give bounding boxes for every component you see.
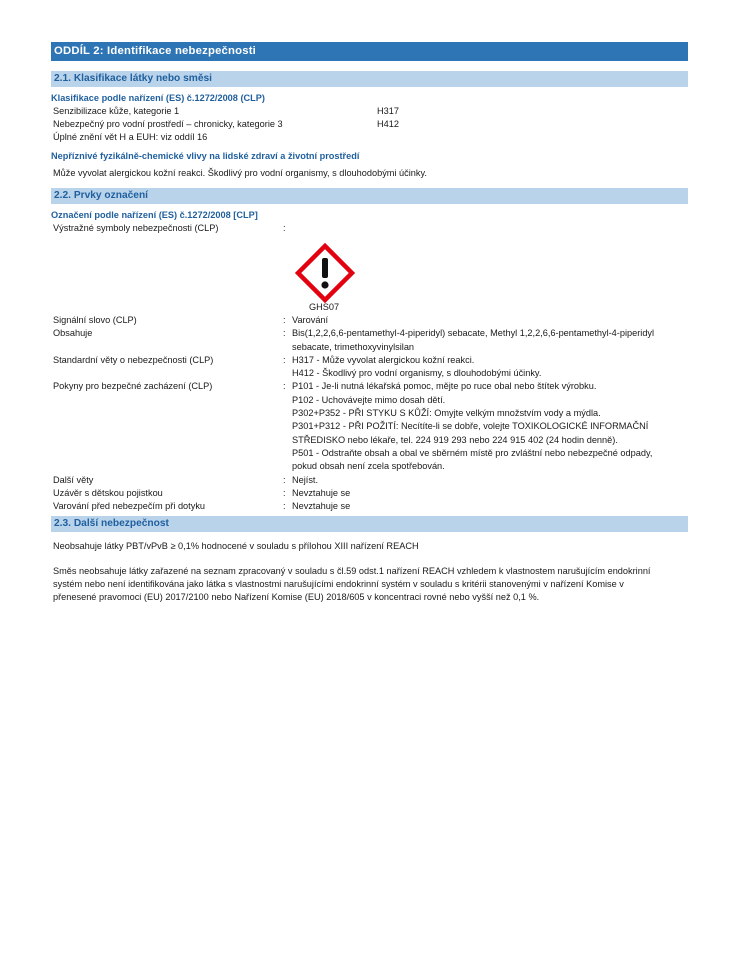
classification-label: Úplné znění vět H a EUH: viz oddíl 16: [53, 132, 208, 142]
classification-row: [51, 105, 688, 118]
endocrine-line: systém nebo není identifikována jako látka s vlastnostmi narušujícími endokrinní systém v souladu s kritérii stanovenými v nařízení Komise v: [53, 579, 624, 590]
signal-word-row: Signální slovo (CLP) : Varování: [51, 314, 688, 327]
hazard-statements-label: Standardní věty o nebezpečnosti (CLP): [53, 354, 214, 365]
pictogram-container: [51, 235, 688, 301]
hazard-code: H412: [377, 119, 399, 129]
classification-row: [51, 131, 688, 144]
pictograms-label: Výstražné symboly nebezpečnosti (CLP): [53, 223, 219, 233]
subsection-2-2-header: 2.2. Prvky označení: [51, 188, 688, 204]
adverse-effects-text: Může vyvolat alergickou kožní reakci. Škodlivý pro vodní organismy, s dlouhodobými účinky.: [53, 168, 427, 178]
precautionary-statement: P501 - Odstraňte obsah a obal ve sběrném místě pro zvláštní nebo nebezpečné odpady,: [292, 447, 653, 458]
signal-word-value: Varování: [292, 315, 329, 325]
pictograms-row: Výstražné symboly nebezpečnosti (CLP) :: [53, 223, 286, 233]
adverse-effects-title: Nepříznivé fyzikálně-chemické vlivy na lidské zdraví a životní prostředí: [51, 151, 360, 161]
classification-label: Nebezpečný pro vodní prostředí – chronicky, kategorie 3: [53, 119, 283, 129]
exclamation-mark-pictogram-icon: [295, 243, 355, 303]
precautionary-statements-label: Pokyny pro bezpečné zacházení (CLP): [53, 381, 213, 392]
pbt-vpvb-text: Neobsahuje látky PBT/vPvB ≥ 0,1% hodnocené v souladu s přílohou XIII nařízení REACH: [53, 541, 419, 552]
child-resistant-row: Uzávěr s dětskou pojistkou : Nevztahuje se: [51, 487, 688, 500]
precautionary-statement: pokud obsah není zcela spotřebován.: [292, 461, 445, 472]
hazard-code: H317: [377, 106, 399, 116]
contains-row: Obsahuje : Bis(1,2,2,6,6-pentamethyl-4-piperidyl) sebacate, Methyl 1,2,2,6,6-pentamethyl-4-piperidyl sebacate, trimethoxyvinylsilan: [51, 327, 688, 354]
hazard-statement: H412 - Škodlivý pro vodní organismy, s dlouhodobými účinky.: [292, 368, 542, 379]
child-resistant-value: Nevztahuje se: [292, 487, 351, 498]
other-phrases-row: Další věty : Nejíst.: [51, 474, 688, 487]
precautionary-statement: P302+P352 - PŘI STYKU S KŮŽÍ: Omyjte velkým množstvím vody a mýdla.: [292, 408, 601, 419]
other-phrases-label: Další věty: [53, 474, 94, 485]
precautionary-statement: P101 - Je-li nutná lékařská pomoc, mějte po ruce obal nebo štítek výrobku.: [292, 381, 597, 392]
pictogram-code: GHS07: [309, 302, 340, 312]
precautionary-statements-row: Pokyny pro bezpečné zacházení (CLP) : P101 - Je-li nutná lékařská pomoc, mějte po ruce obal nebo štítek výrobku. P102 - Uchovávejte mimo dosah dětí. P302+P352 - PŘI STYKU S KŮŽÍ: Omyjte velkým množstvím vody a mýdla. P301+P312 - PŘI POŽITÍ: Necítíte-li se dobře, volejte TOXIKOLOGICKÉ INFORMAČNÍ STŘEDISKO nebo lékaře, tel. 224 919 293 nebo 224 915 402 (24 hodin denně). P501 - Odstraňte obsah a obal ve sběrném místě pro zvláštní nebo nebezpečné odpady, pokud obsah není zcela spotřebován.: [51, 380, 688, 473]
child-resistant-label: Uzávěr s dětskou pojistkou: [53, 487, 163, 498]
subsection-2-1-header: 2.1. Klasifikace látky nebo směsi: [51, 71, 688, 87]
signal-word-label: Signální slovo (CLP): [53, 315, 137, 325]
hazard-statement: H317 - Může vyvolat alergickou kožní reakci.: [292, 354, 475, 365]
sds-section-2: [51, 42, 688, 604]
tactile-warning-row: Varování před nebezpečím při dotyku : Nevztahuje se: [51, 500, 688, 513]
section-title: ODDÍL 2: Identifikace nebezpečnosti: [51, 42, 688, 61]
hazard-statements-row: Standardní věty o nebezpečnosti (CLP) : H317 - Může vyvolat alergickou kožní reakci. H412 - Škodlivý pro vodní organismy, s dlouhodobými účinky.: [51, 354, 688, 381]
endocrine-line: Směs neobsahuje látky zařazené na seznam zpracovaný v souladu s čl.59 odst.1 nařízení REACH vzhledem k vlastnostem narušujícím endokrinní: [53, 566, 651, 577]
contains-line: Bis(1,2,2,6,6-pentamethyl-4-piperidyl) sebacate, Methyl 1,2,2,6,6-pentamethyl-4-piperidyl: [292, 328, 655, 339]
precautionary-statement: P301+P312 - PŘI POŽITÍ: Necítíte-li se dobře, volejte TOXIKOLOGICKÉ INFORMAČNÍ: [292, 421, 649, 432]
subsection-2-3-header: 2.3. Další nebezpečnost: [51, 516, 688, 532]
precautionary-statement: P102 - Uchovávejte mimo dosah dětí.: [292, 394, 446, 405]
precautionary-statement: STŘEDISKO nebo lékaře, tel. 224 919 293 nebo 224 915 402 (24 hodin denně).: [292, 434, 618, 445]
tactile-warning-label: Varování před nebezpečím při dotyku: [53, 501, 206, 512]
clp-classification-title: Klasifikace podle nařízení (ES) č.1272/2008 (CLP): [51, 93, 265, 103]
endocrine-disruptor-text: [51, 565, 688, 604]
classification-label: Senzibilizace kůže, kategorie 1: [53, 106, 180, 116]
clp-labelling-title: Označení podle nařízení (ES) č.1272/2008 [CLP]: [51, 210, 258, 220]
contains-line: sebacate, trimethoxyvinylsilan: [292, 341, 415, 352]
other-phrases-value: Nejíst.: [292, 474, 319, 485]
tactile-warning-value: Nevztahuje se: [292, 501, 351, 512]
endocrine-line: přenesené pravomoci (EU) 2017/2100 nebo Nařízení Komise (EU) 2018/605 v koncentraci rovné nebo vyšší než 0,1 %.: [53, 592, 540, 603]
classification-row: [51, 118, 688, 131]
contains-label: Obsahuje: [53, 328, 93, 339]
